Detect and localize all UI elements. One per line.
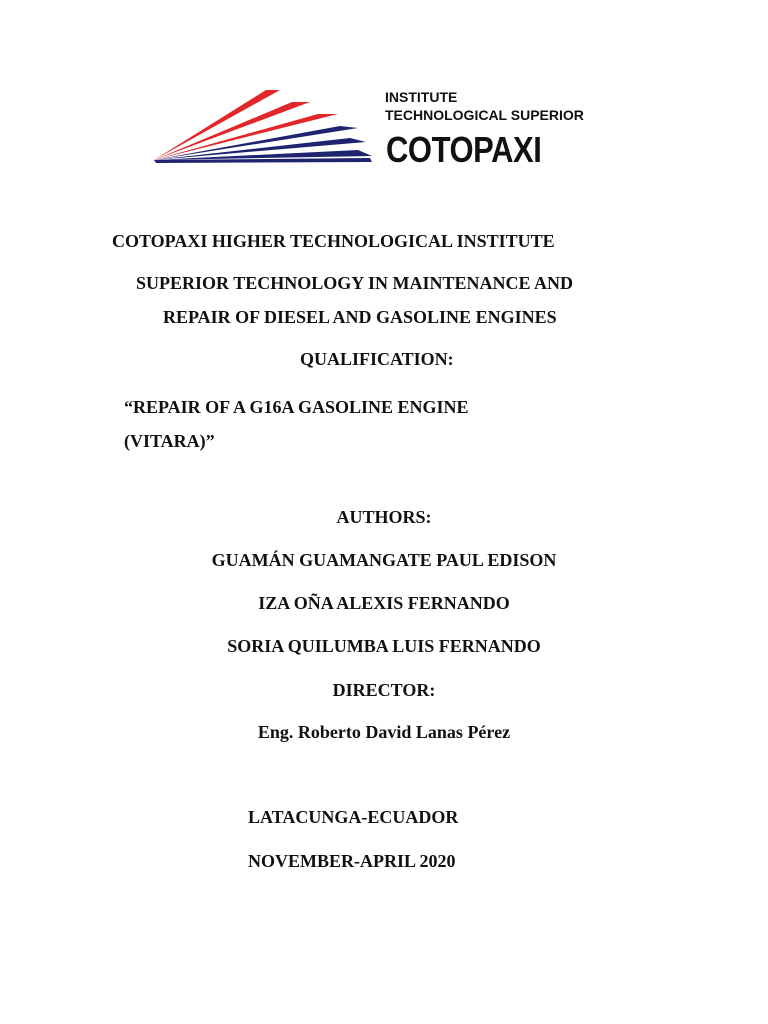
- location: LATACUNGA-ECUADOR: [248, 807, 459, 827]
- logo-institute-text: INSTITUTE: [385, 89, 458, 105]
- director-name: Eng. Roberto David Lanas Pérez: [257, 722, 511, 742]
- author-name: GUAMÁN GUAMANGATE PAUL EDISON: [211, 550, 557, 570]
- institution-name: COTOPAXI HIGHER TECHNOLOGICAL INSTITUTE: [112, 231, 555, 251]
- logo-cotopaxi-text: COTOPAXI: [386, 129, 542, 170]
- program-line-1: SUPERIOR TECHNOLOGY IN MAINTENANCE AND: [136, 273, 574, 293]
- program-line-2: REPAIR OF DIESEL AND GASOLINE ENGINES: [163, 307, 557, 327]
- director-label: DIRECTOR:: [332, 680, 436, 700]
- author-name: IZA OÑA ALEXIS FERNANDO: [258, 593, 510, 613]
- academic-period: NOVEMBER-APRIL 2020: [248, 851, 456, 871]
- authors-label: AUTHORS:: [336, 507, 432, 527]
- institute-logo-graphic: [152, 86, 374, 164]
- logo-superior-text: TECHNOLOGICAL SUPERIOR: [385, 107, 584, 123]
- qualification-label: QUALIFICATION:: [300, 349, 454, 369]
- thesis-title-line-1: “REPAIR OF A G16A GASOLINE ENGINE: [124, 397, 469, 417]
- author-name: SORIA QUILUMBA LUIS FERNANDO: [227, 636, 541, 656]
- thesis-title-line-2: (VITARA)”: [124, 431, 215, 451]
